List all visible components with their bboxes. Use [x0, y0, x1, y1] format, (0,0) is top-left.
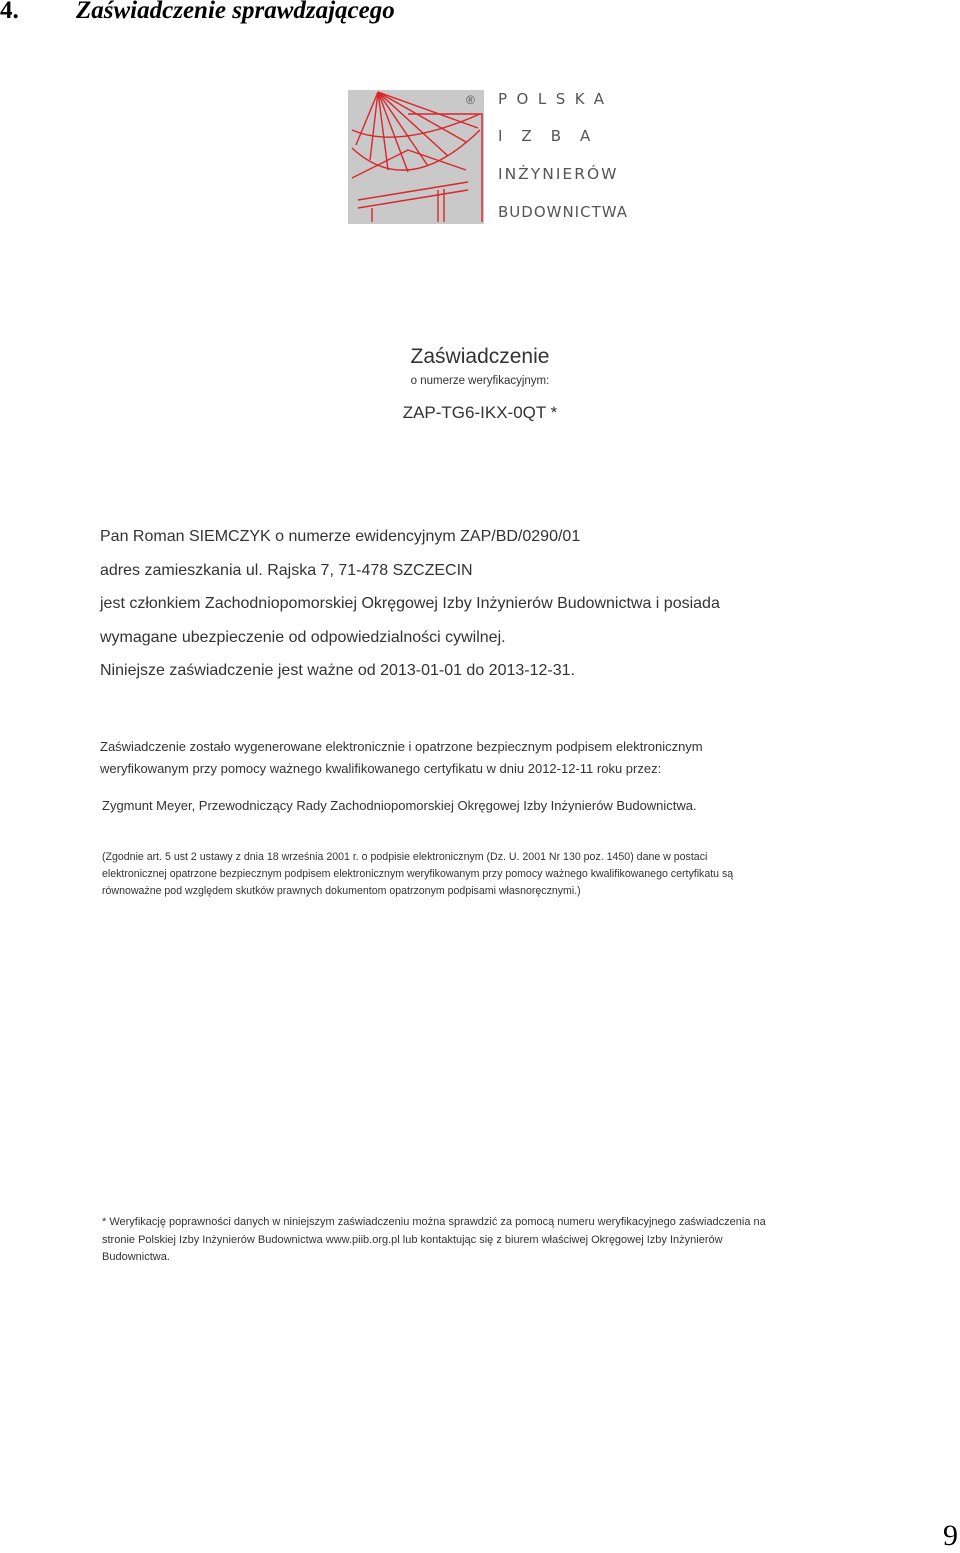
page-number: 9 [943, 1519, 958, 1552]
legal-note [102, 849, 733, 900]
body-line: jest członkiem Zachodniopomorskiej Okręgowej Izby Inżynierów Budownictwa i posiada [100, 595, 720, 612]
verification-number: ZAP-TG6-IKX-0QT * [402, 403, 558, 422]
logo-line-1: POLSKA [498, 90, 614, 108]
footnote [102, 1214, 766, 1267]
footnote-line: Budownictwa. [102, 1251, 170, 1263]
bridge-logo-icon [348, 90, 484, 224]
legal-line: (Zgodnie art. 5 ust 2 ustawy z dnia 18 września 2001 r. o podpisie elektronicznym (Dz. U. 2001 Nr 130 poz. 1450) dane w postaci [102, 851, 708, 863]
logo-line-3: INŻYNIERÓW [498, 165, 619, 183]
registered-mark: ® [466, 93, 475, 107]
section-title: Zaświadczenie sprawdzającego [76, 0, 395, 24]
body-line: adres zamieszkania ul. Rajska 7, 71-478 SZCZECIN [100, 561, 473, 579]
certificate-subtitle: o numerze weryfikacyjnym: [410, 375, 550, 387]
legal-line: elektronicznej opatrzone bezpiecznym podpisem elektronicznym weryfikowanym przy pomocy ważnego kwalifikowanego certyfikatu są [102, 868, 734, 880]
certificate-title: Zaświadczenie [410, 345, 550, 368]
generation-line: weryfikowanym przy pomocy ważnego kwalifikowanego certyfikatu w dniu 2012-12-11 roku przez: [100, 760, 662, 776]
logo-line-2: IZBA [498, 127, 610, 145]
footnote-line: * Weryfikację poprawności danych w niniejszym zaświadczeniu można sprawdzić za pomocą numeru weryfikacyjnego zaświadczenia na [102, 1216, 766, 1228]
footnote-line: stronie Polskiej Izby Inżynierów Budownictwa www.piib.org.pl lub kontaktując się z biurem właściwej Okręgowej Izby Inżynierów [102, 1233, 723, 1246]
generation-line: Zaświadczenie zostało wygenerowane elektronicznie i opatrzone bezpiecznym podpisem elektronicznym [100, 739, 703, 754]
piib-logo [348, 90, 628, 226]
body-line: wymagane ubezpieczenie od odpowiedzialności cywilnej. [100, 628, 506, 646]
generation-note [100, 736, 890, 779]
body-line: Pan Roman SIEMCZYK o numerze ewidencyjnym ZAP/BD/0290/01 [100, 528, 581, 545]
body-line: Niniejsze zaświadczenie jest ważne od 2013-01-01 do 2013-12-31. [100, 662, 575, 679]
legal-line: równoważne pod względem skutków prawnych dokumentom opatrzonym podpisami własnoręcznymi.) [102, 885, 581, 897]
section-heading [0, 0, 395, 26]
certificate-body [100, 520, 875, 688]
section-number: 4. [0, 0, 19, 24]
logo-line-4: BUDOWNICTWA [498, 203, 629, 221]
signer: Zygmunt Meyer, Przewodniczący Rady Zachodniopomorskiej Okręgowej Izby Inżynierów Budownictwa. [102, 798, 697, 813]
